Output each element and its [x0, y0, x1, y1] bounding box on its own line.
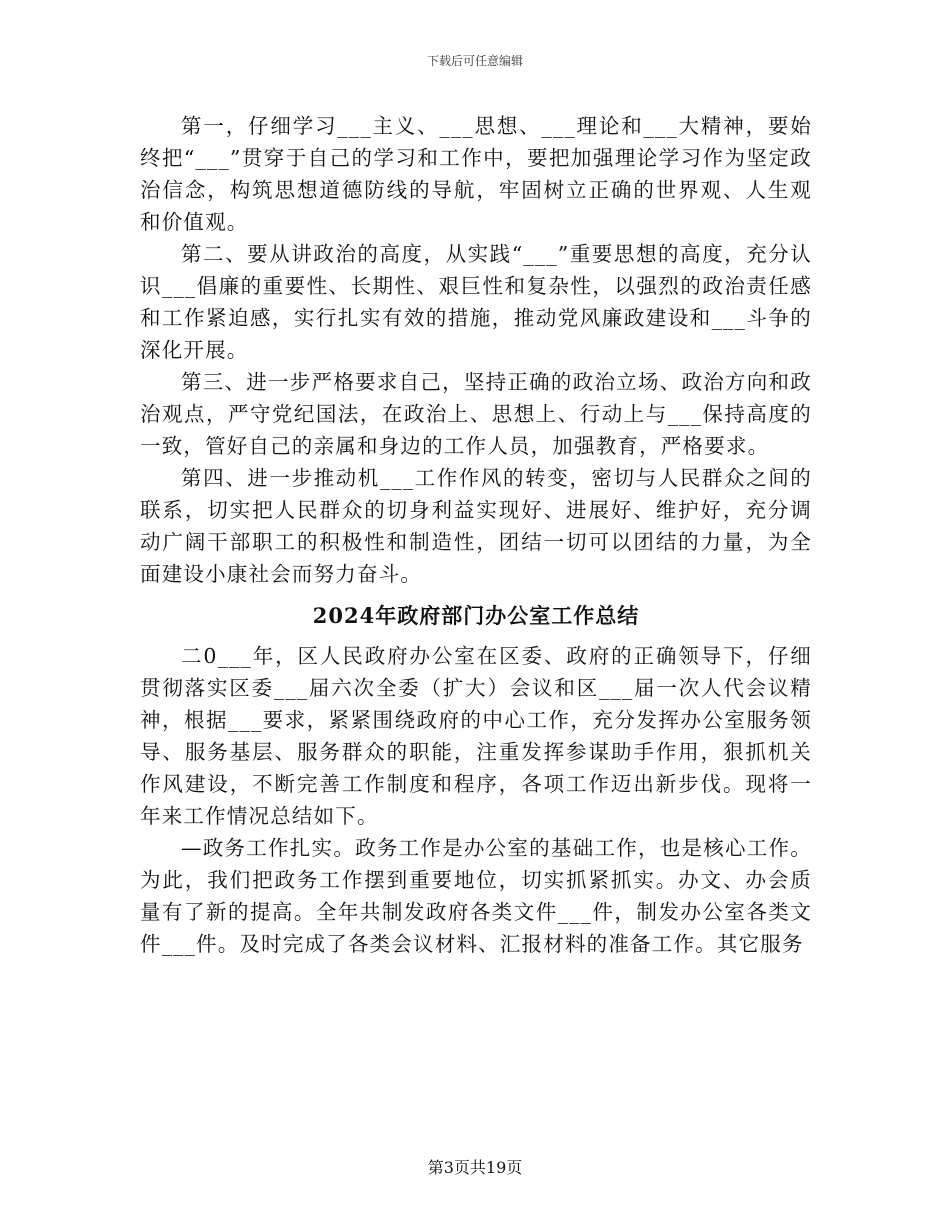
paragraph-2: 第二、要从讲政治的高度，从实践“___”重要思想的高度，充分认识___倡廉的重要性、长期性、艰巨性和复杂性，以强烈的政治责任感和工作紧迫感，实行扎实有效的措施，推动党风廉政建设和___斗争的深化开展。	[140, 242, 812, 362]
document-body	[140, 110, 812, 960]
paragraph-6: —政务工作扎实。政务工作是办公室的基础工作，也是核心工作。为此，我们把政务工作摆到重要地位，切实抓紧抓实。办文、办会质量有了新的提高。全年共制发政府各类文件___件，制发办公室各类文件___件。及时完成了各类会议材料、汇报材料的准备工作。其它服务	[140, 836, 812, 956]
page-header-note: 下载后可任意编辑	[426, 54, 523, 68]
paragraph-1: 第一，仔细学习___主义、___思想、___理论和___大精神，要始终把“___”贯穿于自己的学习和工作中，要把加强理论学习作为坚定政治信念，构筑思想道德防线的导航，牢固树立正确的世界观、人生观和价值观。	[140, 114, 812, 234]
paragraph-4: 第四、进一步推动机___工作作风的转变，密切与人民群众之间的联系，切实把人民群众的切身利益实现好、进展好、维护好，充分调动广阔干部职工的积极性和制造性，团结一切可以团结的力量，为全面建设小康社会而努力奋斗。	[140, 466, 812, 586]
page-number: 第3页共19页	[427, 1158, 523, 1177]
section-title: 2024年政府部门办公室工作总结	[312, 603, 640, 628]
paragraph-3: 第三、进一步严格要求自己，坚持正确的政治立场、政治方向和政治观点，严守党纪国法，在政治上、思想上、行动上与___保持高度的一致，管好自己的亲属和身边的工作人员，加强教育，严格要求。	[140, 370, 812, 458]
paragraph-5: 二0___年，区人民政府办公室在区委、政府的正确领导下，仔细贯彻落实区委___届六次全委（扩大）会议和区___届一次人代会议精神，根据___要求，紧紧围绕政府的中心工作，充分发挥办公室服务领导、服务基层、服务群众的职能，注重发挥参谋助手作用，狠抓机关作风建设，不断完善工作制度和程序，各项工作迈出新步伐。现将一年来工作情况总结如下。	[140, 644, 812, 828]
